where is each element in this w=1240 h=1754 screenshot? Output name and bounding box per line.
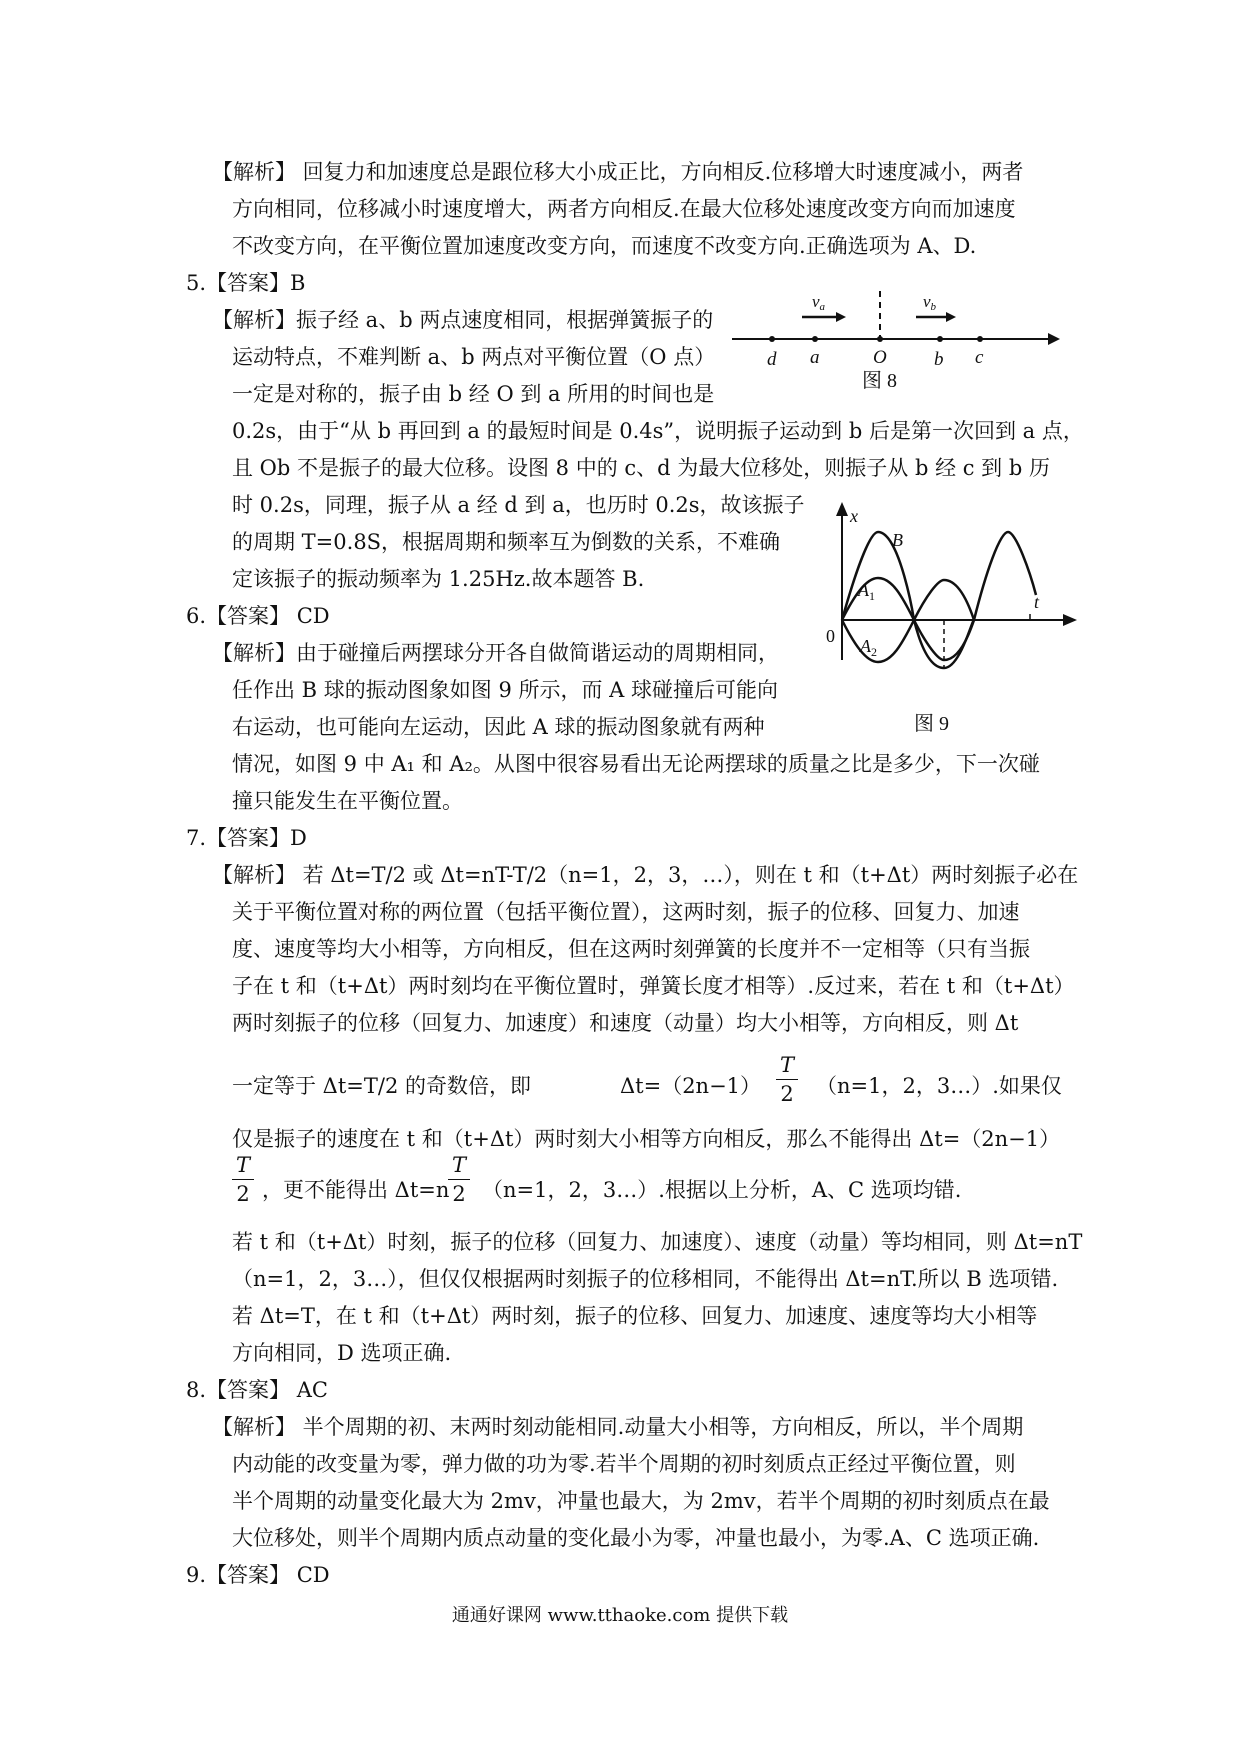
fig9-label-origin: 0 bbox=[826, 626, 835, 646]
text-line: 度、速度等均大小相等，方向相反，但在这两时刻弹簧的长度并不一定相等（只有当振 bbox=[232, 937, 1030, 961]
fig9-label-A2: $A_2$ bbox=[860, 636, 877, 659]
fraction bbox=[776, 1053, 798, 1106]
text-line: （n=1，2，3…）.根据以上分析，A、C 选项均错. bbox=[482, 1178, 962, 1202]
footer: 通通好课网 www.tthaoke.com 提供下载 bbox=[451, 1605, 789, 1626]
text-line: 定该振子的振动频率为 1.25Hz.故本题答 B. bbox=[232, 567, 645, 591]
text-line: 若 t 和（t+Δt）时刻，振子的位移（回复力、加速度）、速度（动量）等均相同，则 Δt=nT bbox=[232, 1230, 1083, 1254]
text-line: 一定等于 Δt=T/2 的奇数倍，即 bbox=[232, 1074, 531, 1098]
text-line: 【解析】振子经 a、b 两点速度相同，根据弹簧振子的 bbox=[212, 308, 714, 332]
text-line: 9.【答案】 CD bbox=[186, 1563, 330, 1587]
fig8-label-a: a bbox=[810, 347, 820, 368]
fraction-denominator: 2 bbox=[452, 1182, 466, 1206]
fig8-label-d: d bbox=[767, 349, 777, 370]
fig9-label-t: t bbox=[1034, 592, 1040, 612]
text-line: 且 Ob 不是振子的最大位移。设图 8 中的 c、d 为最大位移处，则振子从 b 经 c 到 b 历 bbox=[232, 456, 1050, 480]
text-line: 仅是振子的速度在 t 和（t+Δt）两时刻大小相等方向相反，那么不能得出 Δt=（2n−1） bbox=[232, 1127, 1061, 1151]
text-line: 【解析】 回复力和加速度总是跟位移大小成正比，方向相反.位移增大时速度减小，两者 bbox=[212, 160, 1024, 184]
text-line: Δt=（2n−1） bbox=[620, 1074, 762, 1098]
fig9-label-A1: $A_1$ bbox=[858, 580, 875, 603]
text-line: 方向相同，位移减小时速度增大，两者方向相反.在最大位移处速度改变方向而加速度 bbox=[232, 197, 1016, 221]
text-line: 【解析】 若 Δt=T/2 或 Δt=nT-T/2（n=1，2，3，…），则在 t 和（t+Δt）两时刻振子必在 bbox=[212, 863, 1079, 887]
text-line: 时 0.2s，同理，振子从 a 经 d 到 a，也历时 0.2s，故该振子 bbox=[232, 493, 805, 517]
fig8-caption: 图 8 bbox=[862, 370, 897, 392]
fig8-label-c: c bbox=[975, 347, 984, 368]
text-line: 关于平衡位置对称的两位置（包括平衡位置），这两时刻，振子的位移、回复力、加速 bbox=[232, 900, 1020, 924]
fraction-denominator: 2 bbox=[780, 1082, 794, 1106]
text-line: 子在 t 和（t+Δt）两时刻均在平衡位置时，弹簧长度才相等）.反过来，若在 t 和（t+Δt） bbox=[232, 974, 1075, 998]
text-line: 6.【答案】 CD bbox=[186, 604, 330, 628]
text-line: （n=1，2，3…）.如果仅 bbox=[816, 1074, 1062, 1098]
text-line: 大位移处，则半个周期内质点动量的变化最小为零，冲量也最小，为零.A、C 选项正确. bbox=[232, 1526, 1040, 1550]
fraction bbox=[448, 1153, 470, 1206]
text-line: 方向相同，D 选项正确. bbox=[232, 1341, 452, 1365]
text-line: 8.【答案】 AC bbox=[186, 1378, 328, 1402]
fraction-numerator: T bbox=[779, 1053, 794, 1077]
text-line: 两时刻振子的位移（回复力、加速度）和速度（动量）均大小相等，方向相反，则 Δt bbox=[232, 1011, 1019, 1035]
text-line: 不改变方向，在平衡位置加速度改变方向，而速度不改变方向.正确选项为 A、D. bbox=[232, 234, 977, 258]
figure-9 bbox=[822, 500, 1077, 735]
text-line: 7.【答案】D bbox=[186, 826, 307, 850]
text-line: 撞只能发生在平衡位置。 bbox=[232, 789, 463, 813]
text-line: ，更不能得出 Δt=n bbox=[262, 1178, 450, 1202]
text-line: 任作出 B 球的振动图象如图 9 所示，而 A 球碰撞后可能向 bbox=[232, 678, 779, 702]
fig8-label-b: b bbox=[934, 349, 944, 370]
text-line: 半个周期的动量变化最大为 2mv，冲量也最大，为 2mv，若半个周期的初时刻质点在最 bbox=[232, 1489, 1050, 1513]
text-line: 右运动，也可能向左运动，因此 A 球的振动图象就有两种 bbox=[232, 715, 765, 739]
fig9-label-x: x bbox=[850, 506, 858, 526]
figure-8 bbox=[730, 285, 1060, 395]
text-line: 若 Δt=T，在 t 和（t+Δt）两时刻，振子的位移、回复力、加速度、速度等均大小相等 bbox=[232, 1304, 1038, 1328]
fraction-numerator: T bbox=[451, 1153, 466, 1177]
fraction-numerator: T bbox=[235, 1153, 250, 1177]
text-line: 【解析】 半个周期的初、末两时刻动能相同.动量大小相等，方向相反，所以，半个周期 bbox=[212, 1415, 1024, 1439]
text-line: 内动能的改变量为零，弹力做的功为零.若半个周期的初时刻质点正经过平衡位置，则 bbox=[232, 1452, 1016, 1476]
fig8-label-va: va bbox=[812, 292, 826, 313]
text-line: 的周期 T=0.8S，根据周期和频率互为倒数的关系，不难确 bbox=[232, 530, 781, 554]
fraction-denominator: 2 bbox=[236, 1182, 250, 1206]
fig8-label-vb: vb bbox=[923, 292, 937, 313]
text-line: 情况，如图 9 中 A₁ 和 A₂。从图中很容易看出无论两摆球的质量之比是多少，下一次碰 bbox=[232, 752, 1040, 776]
text-line: 5.【答案】B bbox=[186, 271, 306, 295]
text-line: （n=1，2，3…），但仅仅根据两时刻振子的位移相同，不能得出 Δt=nT.所以 B 选项错. bbox=[232, 1267, 1059, 1291]
fraction bbox=[232, 1153, 254, 1206]
text-line: 0.2s，由于“从 b 再回到 a 的最短时间是 0.4s”，说明振子运动到 b 后是第一次回到 a 点， bbox=[232, 419, 1084, 443]
fig9-label-B: B bbox=[892, 530, 903, 550]
fig8-label-O: O bbox=[873, 347, 887, 368]
fig9-caption: 图 9 bbox=[914, 713, 949, 735]
text-line: 【解析】由于碰撞后两摆球分开各自做简谐运动的周期相同， bbox=[212, 641, 779, 665]
text-line: 运动特点，不难判断 a、b 两点对平衡位置（O 点） bbox=[232, 345, 716, 369]
text-line: 一定是对称的，振子由 b 经 O 到 a 所用的时间也是 bbox=[232, 382, 715, 406]
